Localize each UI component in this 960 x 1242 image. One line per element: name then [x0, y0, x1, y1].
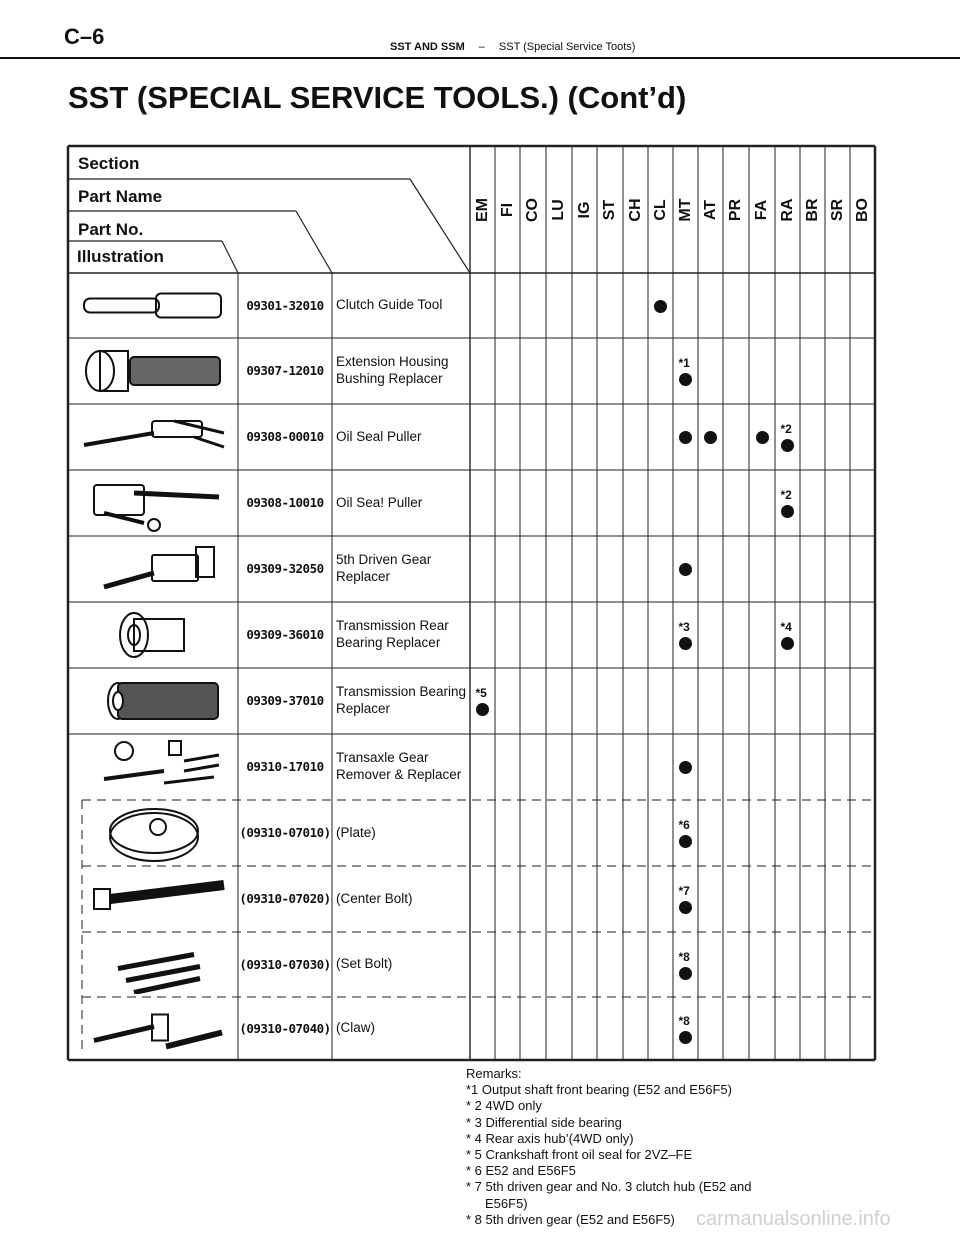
- remark-line-4: * 4 Rear axis hub’(4WD only): [466, 1130, 634, 1146]
- part-name-line: Oil Sea! Puller: [336, 494, 423, 510]
- part-name: [336, 428, 472, 445]
- applicability-note: *8: [678, 1013, 690, 1028]
- part-name: [336, 617, 472, 651]
- running-header-section: SST AND SSM: [390, 41, 465, 53]
- applicability-dot-ra: [781, 439, 794, 452]
- column-code-em: EM: [473, 198, 491, 222]
- remark-line-9: * 8 5th driven gear (E52 and E56F5): [466, 1211, 675, 1227]
- gear-remover-set-icon: [74, 737, 234, 797]
- remark-line-2: * 2 4WD only: [466, 1098, 542, 1114]
- header-diagonal-part-name: [410, 179, 470, 273]
- claw-icon: [74, 1000, 234, 1057]
- column-code-cl: CL: [651, 199, 669, 221]
- page-title: SST (SPECIAL SERVICE TOOLS.) (Cont’d): [68, 80, 687, 115]
- applicability-note: *8: [678, 949, 690, 964]
- part-name: [336, 890, 472, 907]
- part-name: [336, 353, 472, 387]
- column-code-ch: CH: [626, 198, 644, 222]
- rear-bearing-replacer-icon: [74, 605, 234, 665]
- applicability-dot-mt: [679, 835, 692, 848]
- remark-line-3: * 3 Differential side bearing: [466, 1114, 622, 1130]
- part-name: [336, 683, 472, 717]
- part-number: 09309-37010: [246, 693, 324, 708]
- part-name-line: Replacer: [336, 569, 391, 584]
- header-diagonal-illustration: [222, 241, 238, 273]
- column-code-bo: BO: [853, 198, 871, 222]
- part-name-line: (Center Bolt): [336, 890, 413, 906]
- part-name: [336, 824, 472, 841]
- column-code-fi: FI: [498, 202, 516, 218]
- remarks-heading: Remarks:: [466, 1066, 522, 1081]
- part-number: 09310-17010: [246, 759, 324, 774]
- plate-icon: [74, 803, 234, 863]
- remark-line-5: * 5 Crankshaft front oil seal for 2VZ–FE: [466, 1147, 693, 1163]
- oil-seal-puller-2-icon: [74, 473, 234, 533]
- applicability-note: *6: [678, 818, 690, 832]
- header-label-illustration: Illustration: [77, 247, 164, 266]
- part-name: [336, 296, 472, 313]
- page-number: C–6: [64, 24, 105, 49]
- part-number: (09310-07020): [239, 891, 331, 906]
- remarks: [466, 1066, 751, 1228]
- bushing-replacer-icon: [74, 341, 234, 401]
- part-name-line: Oil Seal Puller: [336, 428, 422, 444]
- part-name: [336, 494, 472, 511]
- part-name-line: Transmission Rear: [336, 618, 449, 633]
- column-code-pr: PR: [727, 198, 744, 222]
- column-code-ra: RA: [778, 198, 796, 222]
- part-name-line: Transaxle Gear: [336, 750, 429, 765]
- remark-line-8: E56F5): [485, 1195, 528, 1211]
- part-number: (09310-07030): [239, 956, 331, 972]
- applicability-note: *2: [780, 422, 792, 436]
- applicability-dot-ra: [781, 505, 794, 518]
- header-label-part-name: Part Name: [78, 187, 163, 206]
- part-number: 09308-10010: [246, 495, 324, 510]
- applicability-dot-mt: [679, 967, 692, 980]
- applicability-dot-mt: [679, 1031, 692, 1044]
- remark-line-7: * 7 5th driven gear and No. 3 clutch hub (E52 and: [466, 1179, 752, 1195]
- remark-line-1: *1 Output shaft front bearing (E52 and E56F5): [466, 1082, 732, 1098]
- applicability-dot-mt: [679, 431, 692, 444]
- part-name-line: Bearing Replacer: [336, 635, 441, 650]
- part-number: (09310-07040): [239, 1020, 331, 1036]
- running-header-separator: –: [478, 41, 485, 53]
- applicability-note: *7: [678, 884, 690, 898]
- part-name-line: (Plate): [336, 824, 376, 840]
- applicability-dot-at: [704, 431, 717, 444]
- running-header-topic: SST (Special Service Toots): [498, 41, 636, 53]
- part-name: [336, 551, 472, 585]
- part-number: 09309-32050: [246, 561, 324, 576]
- applicability-dot-fa: [756, 431, 769, 444]
- applicability-note: *4: [780, 620, 792, 634]
- column-code-co: CO: [524, 198, 541, 222]
- header-diagonal-part-no: [296, 211, 332, 273]
- part-name-line: (Set Bolt): [336, 956, 393, 971]
- applicability-dot-mt: [679, 901, 692, 914]
- column-code-st: ST: [601, 199, 618, 221]
- column-code-sr: SR: [828, 198, 846, 222]
- column-code-mt: MT: [676, 198, 694, 222]
- applicability-dot-em: [476, 703, 489, 716]
- column-code-br: BR: [803, 198, 821, 222]
- part-name-line: Transmission Bearing: [336, 684, 467, 699]
- applicability-dot-mt: [679, 637, 692, 650]
- oil-seal-puller-icon: [74, 407, 234, 467]
- part-name: [336, 955, 472, 972]
- column-code-ig: IG: [575, 201, 593, 219]
- applicability-dot-ra: [781, 637, 794, 650]
- remark-line-6: * 6 E52 and E56F5: [466, 1163, 576, 1179]
- part-name-line: 5th Driven Gear: [336, 552, 432, 567]
- part-number: 09301-32010: [246, 297, 324, 313]
- applicability-dot-cl: [654, 300, 667, 313]
- applicability-note: *3: [678, 620, 690, 634]
- part-number: (09310-07010): [239, 825, 331, 840]
- part-name: [336, 749, 472, 783]
- center-bolt-icon: [74, 869, 234, 929]
- bearing-replacer-icon: [74, 671, 234, 731]
- applicability-note: *2: [780, 488, 792, 502]
- header-label-part-no: Part No.: [78, 220, 144, 239]
- applicability-note: *5: [475, 686, 487, 700]
- part-number: 09308-00010: [246, 429, 324, 444]
- part-name-line: Clutch Guide Tool: [336, 297, 443, 312]
- part-name: [336, 1019, 472, 1036]
- clutch-guide-tool-icon: [74, 276, 234, 335]
- applicability-note: *1: [678, 356, 690, 370]
- applicability-dot-mt: [679, 563, 692, 576]
- part-name-line: (Claw): [336, 1020, 375, 1035]
- part-number: 09307-12010: [246, 363, 324, 378]
- column-code-lu: LU: [550, 199, 567, 221]
- set-bolt-icon: [74, 935, 234, 994]
- part-name-line: Remover & Replacer: [336, 767, 462, 782]
- applicability-dot-mt: [679, 373, 692, 386]
- driven-gear-replacer-icon: [74, 539, 234, 599]
- header-label-section: Section: [78, 154, 140, 173]
- part-number: 09309-36010: [246, 627, 324, 642]
- part-name-line: Extension Housing: [336, 354, 449, 369]
- column-code-fa: FA: [753, 199, 770, 221]
- applicability-dot-mt: [679, 761, 692, 774]
- part-name-line: Replacer: [336, 701, 391, 716]
- part-name-line: Bushing Replacer: [336, 371, 443, 386]
- watermark: carmanualsonline.info: [696, 1208, 891, 1230]
- column-code-at: AT: [701, 199, 719, 221]
